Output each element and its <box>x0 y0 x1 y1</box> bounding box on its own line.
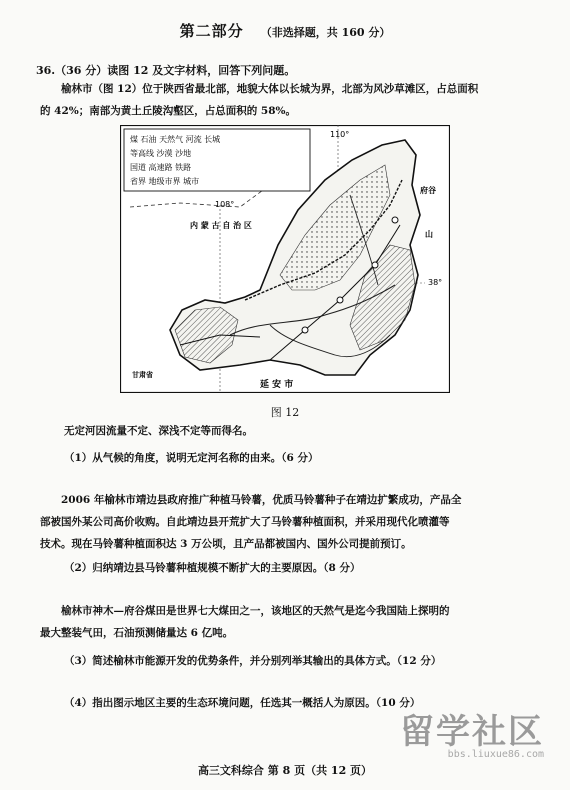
section-title-main: 第二部分 <box>179 22 244 40</box>
province-label: 甘肃省 <box>132 371 153 379</box>
paragraph-1-line-1: 榆林市（图 12）位于陕西省最北部，地貌大体以长城为界，北部为风沙草滩区，占总面积 <box>61 83 479 95</box>
legend-row-4: 省界 地级市界 城市 <box>130 177 200 186</box>
watermark <box>400 704 544 760</box>
town-label-fugu: 府谷 <box>420 186 436 195</box>
page-footer: 高三文科综合 第 8 页（共 12 页） <box>197 764 373 777</box>
map-figure <box>120 125 450 393</box>
section-title-sub: （非选择题，共 160 分） <box>260 26 391 39</box>
sub-question-3: （3）简述榆林市能源开发的优势条件，并分别列举其输出的具体方式。（12 分） <box>64 655 442 667</box>
watermark-url: bbs.liuxue86.com <box>447 749 544 760</box>
latitude-38-label: 38° <box>428 278 443 287</box>
sub-question-4: （4）指出图示地区主要的生态环境问题，任选其一概括人为原因。（10 分） <box>64 697 421 709</box>
paragraph-2-line-2: 部被国外某公司高价收购。自此靖边县开荒扩大了马铃薯种植面积，并采用现代化喷灌等 <box>40 516 450 528</box>
legend-row-1: 煤 石油 天然气 河流 长城 <box>130 135 221 144</box>
question-intro: 36.（36 分）读图 12 及文字材料，回答下列问题。 <box>36 64 296 77</box>
legend-row-2: 等高线 沙漠 沙地 <box>130 149 192 158</box>
map-svg <box>120 125 450 393</box>
paragraph-2-line-1: 2006 年榆林市靖边县政府推广种植马铃薯，优质马铃薯种子在靖边扩繁成功，产品全 <box>61 494 462 506</box>
paragraph-3-line-2: 最大整装气田，石油预测储量达 6 亿吨。 <box>40 627 234 639</box>
legend-row-3: 国道 高速路 铁路 <box>130 163 192 172</box>
paragraph-3-line-1: 榆林市神木—府谷煤田是世界七大煤田之一，该地区的天然气是迄今我国陆上探明的 <box>61 605 450 617</box>
yanan-label: 延 安 市 <box>260 380 294 390</box>
figure-caption: 图 12 <box>270 406 300 419</box>
inner-mongolia-label: 内 蒙 古 自 治 区 <box>190 221 252 230</box>
town-label-shan: 山 <box>425 230 433 239</box>
sub-question-1: （1）从气候的角度，说明无定河名称的由来。（6 分） <box>64 452 319 464</box>
longitude-108-label: 108° <box>215 200 235 209</box>
paragraph-2-line-3: 技术。现在马铃薯种植面积达 3 万公顷，且产品都被国内、国外公司提前预订。 <box>40 538 412 550</box>
longitude-110-label: 110° <box>330 130 350 139</box>
paragraph-1-line-2: 的 42%；南部为黄土丘陵沟壑区，占总面积的 58%。 <box>40 105 296 117</box>
river-note: 无定河因流量不定、深浅不定等而得名。 <box>64 425 253 437</box>
section-title <box>0 20 570 41</box>
watermark-brand: 留学社区 <box>400 712 544 752</box>
sub-question-2: （2）归纳靖边县马铃薯种植规模不断扩大的主要原因。（8 分） <box>64 562 361 574</box>
